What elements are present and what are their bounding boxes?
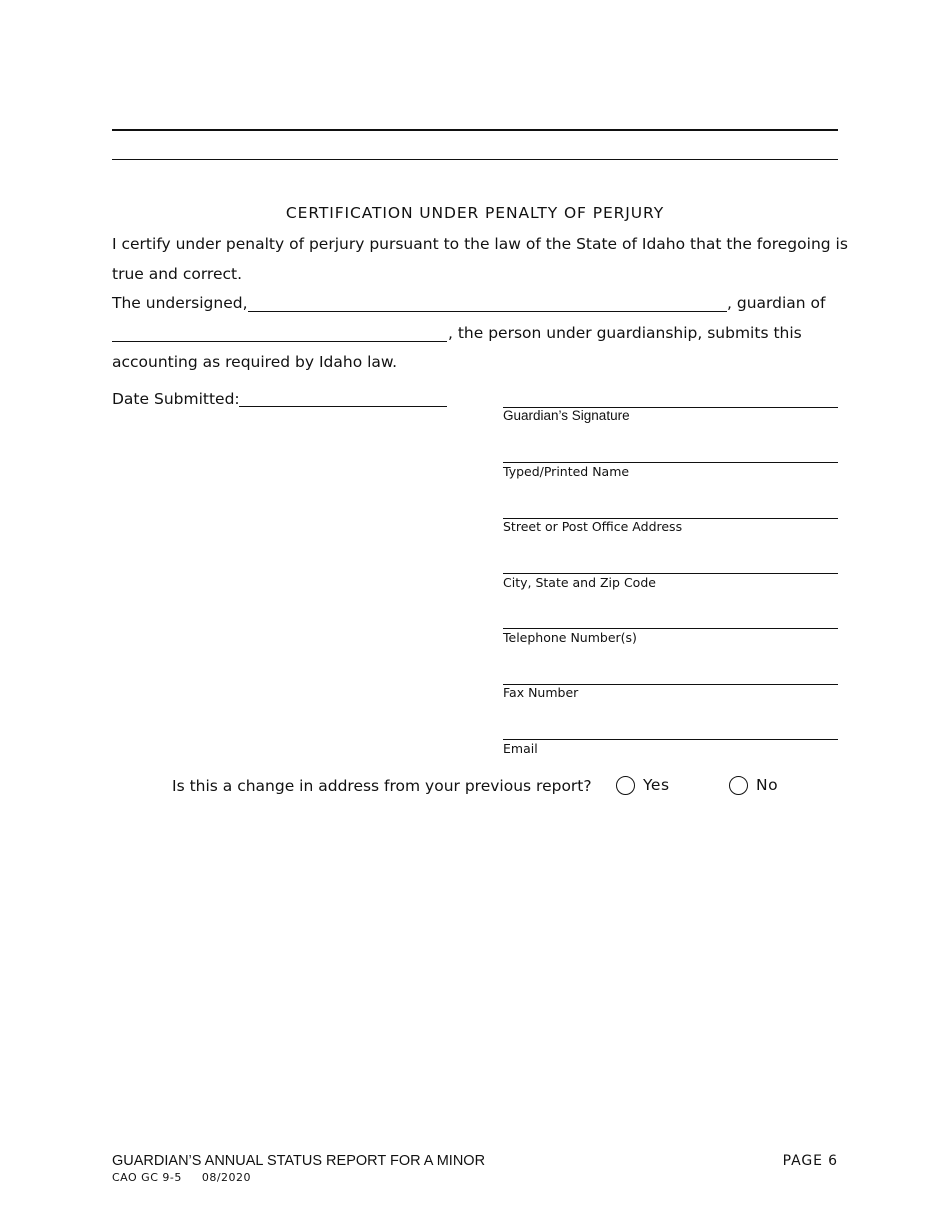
typed-name-label: Typed/Printed Name xyxy=(503,464,630,479)
city-state-zip-line[interactable] xyxy=(503,573,838,574)
address-change-no-radio[interactable] xyxy=(729,776,748,795)
person-suffix: , the person under guardianship, submits this xyxy=(448,324,802,342)
address-change-yes-label: Yes xyxy=(643,776,670,794)
undersigned-suffix: , guardian of xyxy=(727,294,826,312)
top-rule-thin xyxy=(112,159,838,160)
certification-statement-line1: I certify under penalty of perjury pursuant to the law of the State of Idaho that the foregoing is xyxy=(112,235,848,253)
address-change-question: Is this a change in address from your previous report? xyxy=(172,777,592,795)
email-line[interactable] xyxy=(503,739,838,740)
person-under-guardianship-field[interactable] xyxy=(112,341,447,342)
footer-page-number: PAGE 6 xyxy=(782,1153,838,1169)
fax-label: Fax Number xyxy=(503,685,579,700)
date-submitted-field[interactable] xyxy=(239,406,447,407)
address-change-no-label: No xyxy=(756,776,779,794)
email-label: Email xyxy=(503,741,538,756)
top-rule-thick xyxy=(112,129,838,131)
telephone-line[interactable] xyxy=(503,628,838,629)
guardian-signature-label: Guardian’s Signature xyxy=(503,408,630,423)
address-change-yes-radio[interactable] xyxy=(616,776,635,795)
date-submitted-label: Date Submitted: xyxy=(112,390,240,408)
undersigned-prefix: The undersigned, xyxy=(112,294,248,312)
street-address-label: Street or Post Office Address xyxy=(503,519,683,534)
undersigned-name-field[interactable] xyxy=(248,311,727,312)
city-state-zip-label: City, State and Zip Code xyxy=(503,575,656,590)
telephone-label: Telephone Number(s) xyxy=(503,630,637,645)
footer-form-code: CAO GC 9-5 08/2020 xyxy=(112,1171,252,1184)
certification-statement-line2: true and correct. xyxy=(112,265,243,283)
certification-title: CERTIFICATION UNDER PENALTY OF PERJURY xyxy=(285,204,665,222)
footer-form-title: GUARDIAN’S ANNUAL STATUS REPORT FOR A MINOR xyxy=(112,1153,486,1169)
typed-name-line[interactable] xyxy=(503,462,838,463)
accounting-line: accounting as required by Idaho law. xyxy=(112,353,398,371)
